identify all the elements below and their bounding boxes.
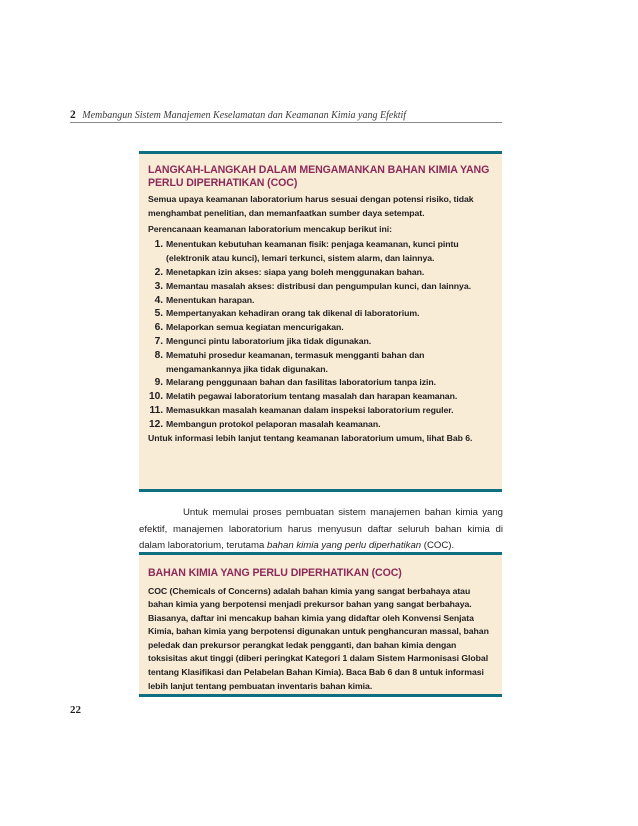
list-text: Menentukan kebutuhan keamanan fisik: penjaga keamanan, kunci pintu (elektronik atau kunci), lemari terkunci, sistem alarm, dan lainnya. (166, 239, 459, 264)
list-text: Melaporkan semua kegiatan mencurigakan. (166, 322, 344, 333)
box-body: COC (Chemicals of Concerns) adalah bahan kimia yang sangat berbahaya atau bahan kimia yang berpotensi menjadi prekursor bahan yang sangat berbahaya. Biasanya, daftar ini mencakup bahan kimia yang didaftar oleh Konvensi Senjata Kimia, bahan kimia yang berpotensi digunakan untuk penghancuran massal, bahan peledak dan prekursor perangkat ledak pengganti, dan bahan kimia dengan toksisitas akut tinggi (diberi peringkat Kategori 1 dalam Sistem Harmonisasi Global tentang Klasifikasi dan Pelabelan Bahan Kimia). Baca Bab 6 dan 8 untuk informasi lebih lanjut tentang pembuatan inventaris bahan kimia. (148, 585, 489, 691)
list-number: 2. (154, 266, 163, 278)
box-intro: Semua upaya keamanan laboratorium harus sesuai dengan potensi risiko, tidak menghambat penelitian, dan memanfaatkan sumber daya setempat. (148, 194, 474, 218)
list-item (148, 266, 492, 280)
list-item (148, 376, 492, 390)
body-paragraph (139, 505, 503, 555)
security-steps-list (148, 238, 492, 431)
list-number: 12. (148, 418, 163, 430)
box-intro-2: Perencanaan keamanan laboratorium mencakup berikut ini: (148, 223, 392, 234)
box-title: LANGKAH-LANGKAH DALAM MENGAMANKAN BAHAN KIMIA YANG PERLU DIPERHATIKAN (COC) (148, 164, 490, 189)
list-number: 5. (154, 308, 163, 320)
list-text: Menentukan harapan. (166, 294, 255, 305)
body-text-end: (COC). (421, 540, 455, 551)
list-number: 11. (149, 404, 163, 416)
page-number: 22 (70, 704, 81, 716)
list-text: Mematuhi prosedur keamanan, termasuk mengganti bahan dan mengamankannya jika tidak digunakan. (166, 349, 425, 374)
body-text-italic: bahan kimia yang perlu diperhatikan (266, 540, 422, 551)
list-item (148, 418, 492, 432)
coc-security-steps-box (139, 151, 502, 492)
list-text: Melatih pegawai laboratorium tentang masalah dan harapan keamanan. (166, 391, 458, 402)
list-text: Membangun protokol pelaporan masalah keamanan. (166, 418, 381, 429)
list-text: Memasukkan masalah keamanan dalam inspeksi laboratorium reguler. (166, 404, 454, 415)
body-text-start: Untuk memulai proses pembuatan sistem manajemen bahan kimia yang efektif, manajemen laboratorium harus menyusun daftar seluruh bahan kimia di dalam laboratorium, terutama (139, 507, 503, 551)
running-head (70, 109, 502, 123)
list-item (148, 307, 492, 321)
list-number: 10. (148, 391, 163, 403)
chapter-number: 2 (70, 109, 76, 121)
list-number: 4. (154, 294, 163, 306)
list-number: 9. (154, 377, 163, 389)
list-item (148, 238, 492, 266)
list-text: Memantau masalah akses: distribusi dan pengumpulan kunci, dan lainnya. (166, 280, 471, 291)
list-item (148, 404, 492, 418)
list-item (148, 280, 492, 294)
list-item (148, 294, 492, 308)
list-text: Melarang penggunaan bahan dan fasilitas laboratorium tanpa izin. (166, 377, 437, 388)
list-text: Menetapkan izin akses: siapa yang boleh menggunakan bahan. (166, 266, 425, 277)
chapter-title: Membangun Sistem Manajemen Keselamatan dan Keamanan Kimia yang Efektif (82, 110, 407, 121)
box-title: BAHAN KIMIA YANG PERLU DIPERHATIKAN (COC) (148, 567, 402, 579)
list-number: 1. (154, 239, 163, 251)
list-item (148, 390, 492, 404)
coc-definition-box (139, 552, 502, 697)
list-text: Mempertanyakan kehadiran orang tak dikenal di laboratorium. (166, 308, 420, 319)
list-number: 3. (154, 280, 163, 292)
list-number: 7. (154, 335, 163, 347)
list-number: 6. (154, 322, 163, 334)
list-item (148, 335, 492, 349)
list-number: 8. (154, 349, 163, 361)
list-item (148, 321, 492, 335)
box-outro: Untuk informasi lebih lanjut tentang keamanan laboratorium umum, lihat Bab 6. (148, 432, 473, 443)
list-text: Mengunci pintu laboratorium jika tidak digunakan. (166, 335, 372, 346)
list-item (148, 349, 492, 377)
